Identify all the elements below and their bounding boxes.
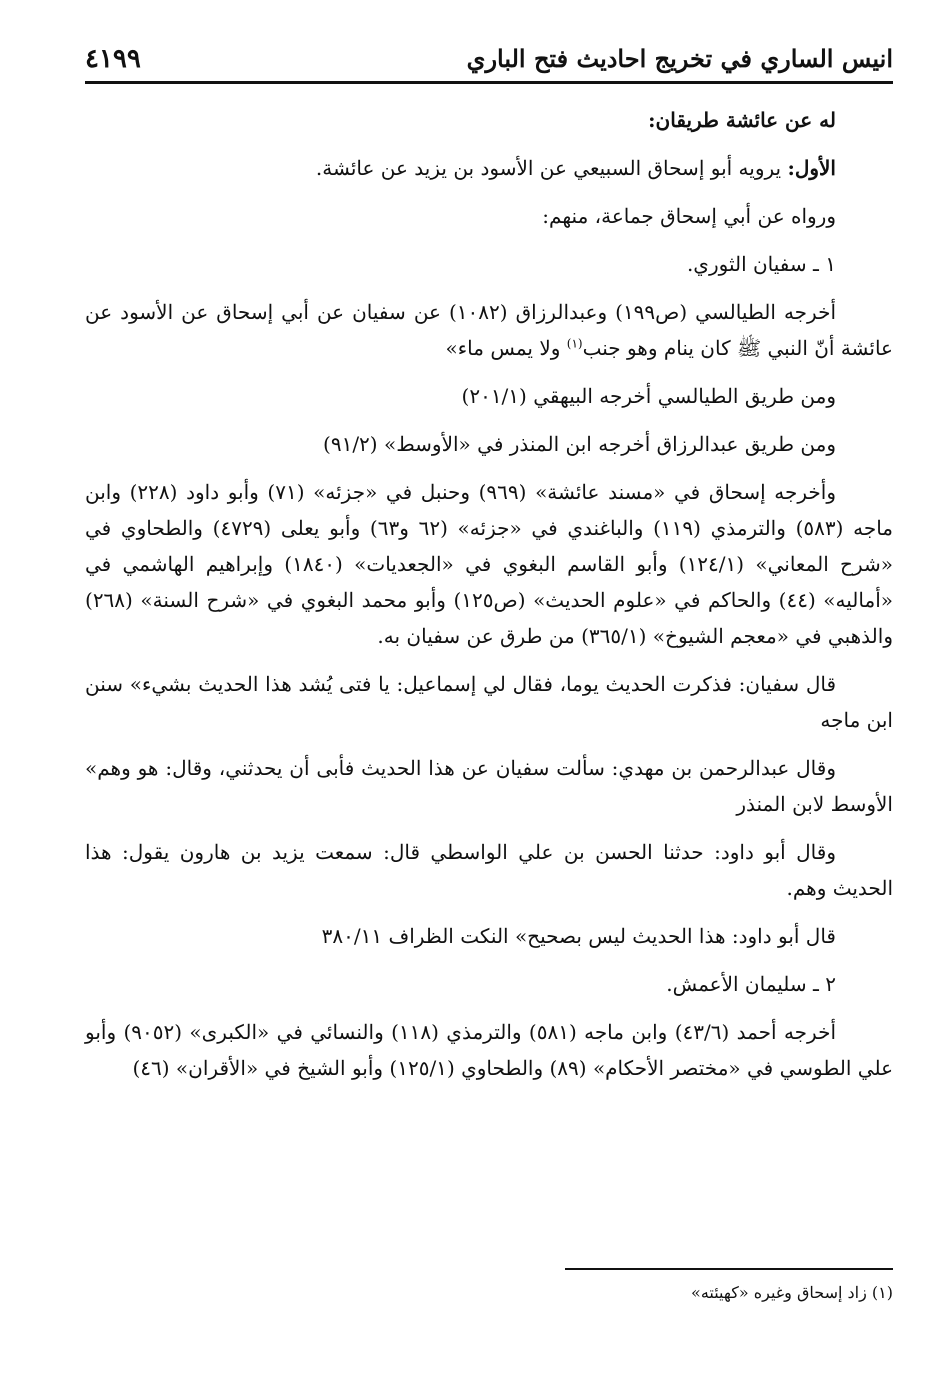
first-path-label: الأول: <box>787 156 836 180</box>
footnote-rule <box>565 1268 893 1270</box>
sufyan-quote: قال سفيان: فذكرت الحديث يوما، فقال لي إسماعيل: يا فتى يُشد هذا الحديث بشيء» سنن ابن ماجه <box>85 672 893 732</box>
page-number: ٤١٩٩ <box>85 44 141 74</box>
abu-dawud-quote-2: قال أبو داود: هذا الحديث ليس بصحيح» النكت الظراف ٣٨٠/١١ <box>321 924 836 948</box>
page-body <box>85 102 893 1098</box>
tayalisi-route: ومن طريق الطيالسي أخرجه البيهقي (٢٠١/١) <box>461 384 836 408</box>
takhrij-1-end: ولا يمس ماء» <box>445 336 567 360</box>
ibn-mahdi-quote: وقال عبدالرحمن بن مهدي: سألت سفيان عن هذا الحديث فأبى أن يحدثني، وقال: هو وهم» الأوسط لابن المنذر <box>85 756 893 816</box>
takhrij-paragraph-2: وأخرجه إسحاق في «مسند عائشة» (٩٦٩) وحنبل في «جزئه» (٧١) وأبو داود (٢٢٨) وابن ماجه (٥٨٣) والترمذي (١١٩) والباغندي في «جزئه» (٦٢ و٦٣) وأبو يعلى (٤٧٢٩) والطحاوي في «شرح المعاني» (١٢٤/١) وأبو القاسم البغوي في «الجعديات» (١٨٤٠) وإبراهيم الهاشمي في «أماليه» (٤٤) والحاكم في «علوم الحديث» (ص١٢٥) وأبو محمد البغوي في «شرح السنة» (٢٦٨) والذهبي في «معجم الشيوخ» (٣٦٥/١) من طرق عن سفيان به. <box>85 480 894 648</box>
section-intro: له عن عائشة طريقان: <box>648 108 836 132</box>
takhrij-paragraph-3: أخرجه أحمد (٤٣/٦) وابن ماجه (٥٨١) والترمذي (١١٨) والنسائي في «الكبرى» (٩٠٥٢) وأبو علي الطوسي في «مختصر الأحكام» (٨٩) والطحاوي (١٢٥/١) وأبو الشيخ في «الأقران» (٤٦) <box>85 1020 893 1080</box>
takhrij-paragraph-1 <box>85 294 893 366</box>
first-path-text: يرويه أبو إسحاق السبيعي عن الأسود بن يزيد عن عائشة. <box>315 156 788 180</box>
narrators-intro: ورواه عن أبي إسحاق جماعة، منهم: <box>542 204 836 228</box>
footnote: (١) زاد إسحاق وغيره «كهيئته» <box>691 1283 893 1302</box>
abdurrazzaq-route: ومن طريق عبدالرزاق أخرجه ابن المنذر في «الأوسط» (٩١/٢) <box>323 432 836 456</box>
first-path-paragraph <box>85 150 893 186</box>
abu-dawud-quote-1: وقال أبو داود: حدثنا الحسن بن علي الواسطي قال: سمعت يزيد بن هارون يقول: هذا الحديث وهم. <box>85 840 893 900</box>
page-header <box>85 38 893 84</box>
book-title: انيس الساري في تخريج احاديث فتح الباري <box>466 44 893 73</box>
takhrij-1-text: أخرجه الطيالسي (ص١٩٩) وعبدالرزاق (١٠٨٢) عن سفيان عن أبي إسحاق عن الأسود عن عائشة أنّ النبي ﷺ كان ينام وهو جنب <box>85 300 893 360</box>
footnote-ref-1: (١) <box>566 336 583 351</box>
header-rule <box>85 81 893 84</box>
item-2-heading: ٢ ـ سليمان الأعمش. <box>666 972 836 996</box>
item-1-heading: ١ ـ سفيان الثوري. <box>686 252 836 276</box>
